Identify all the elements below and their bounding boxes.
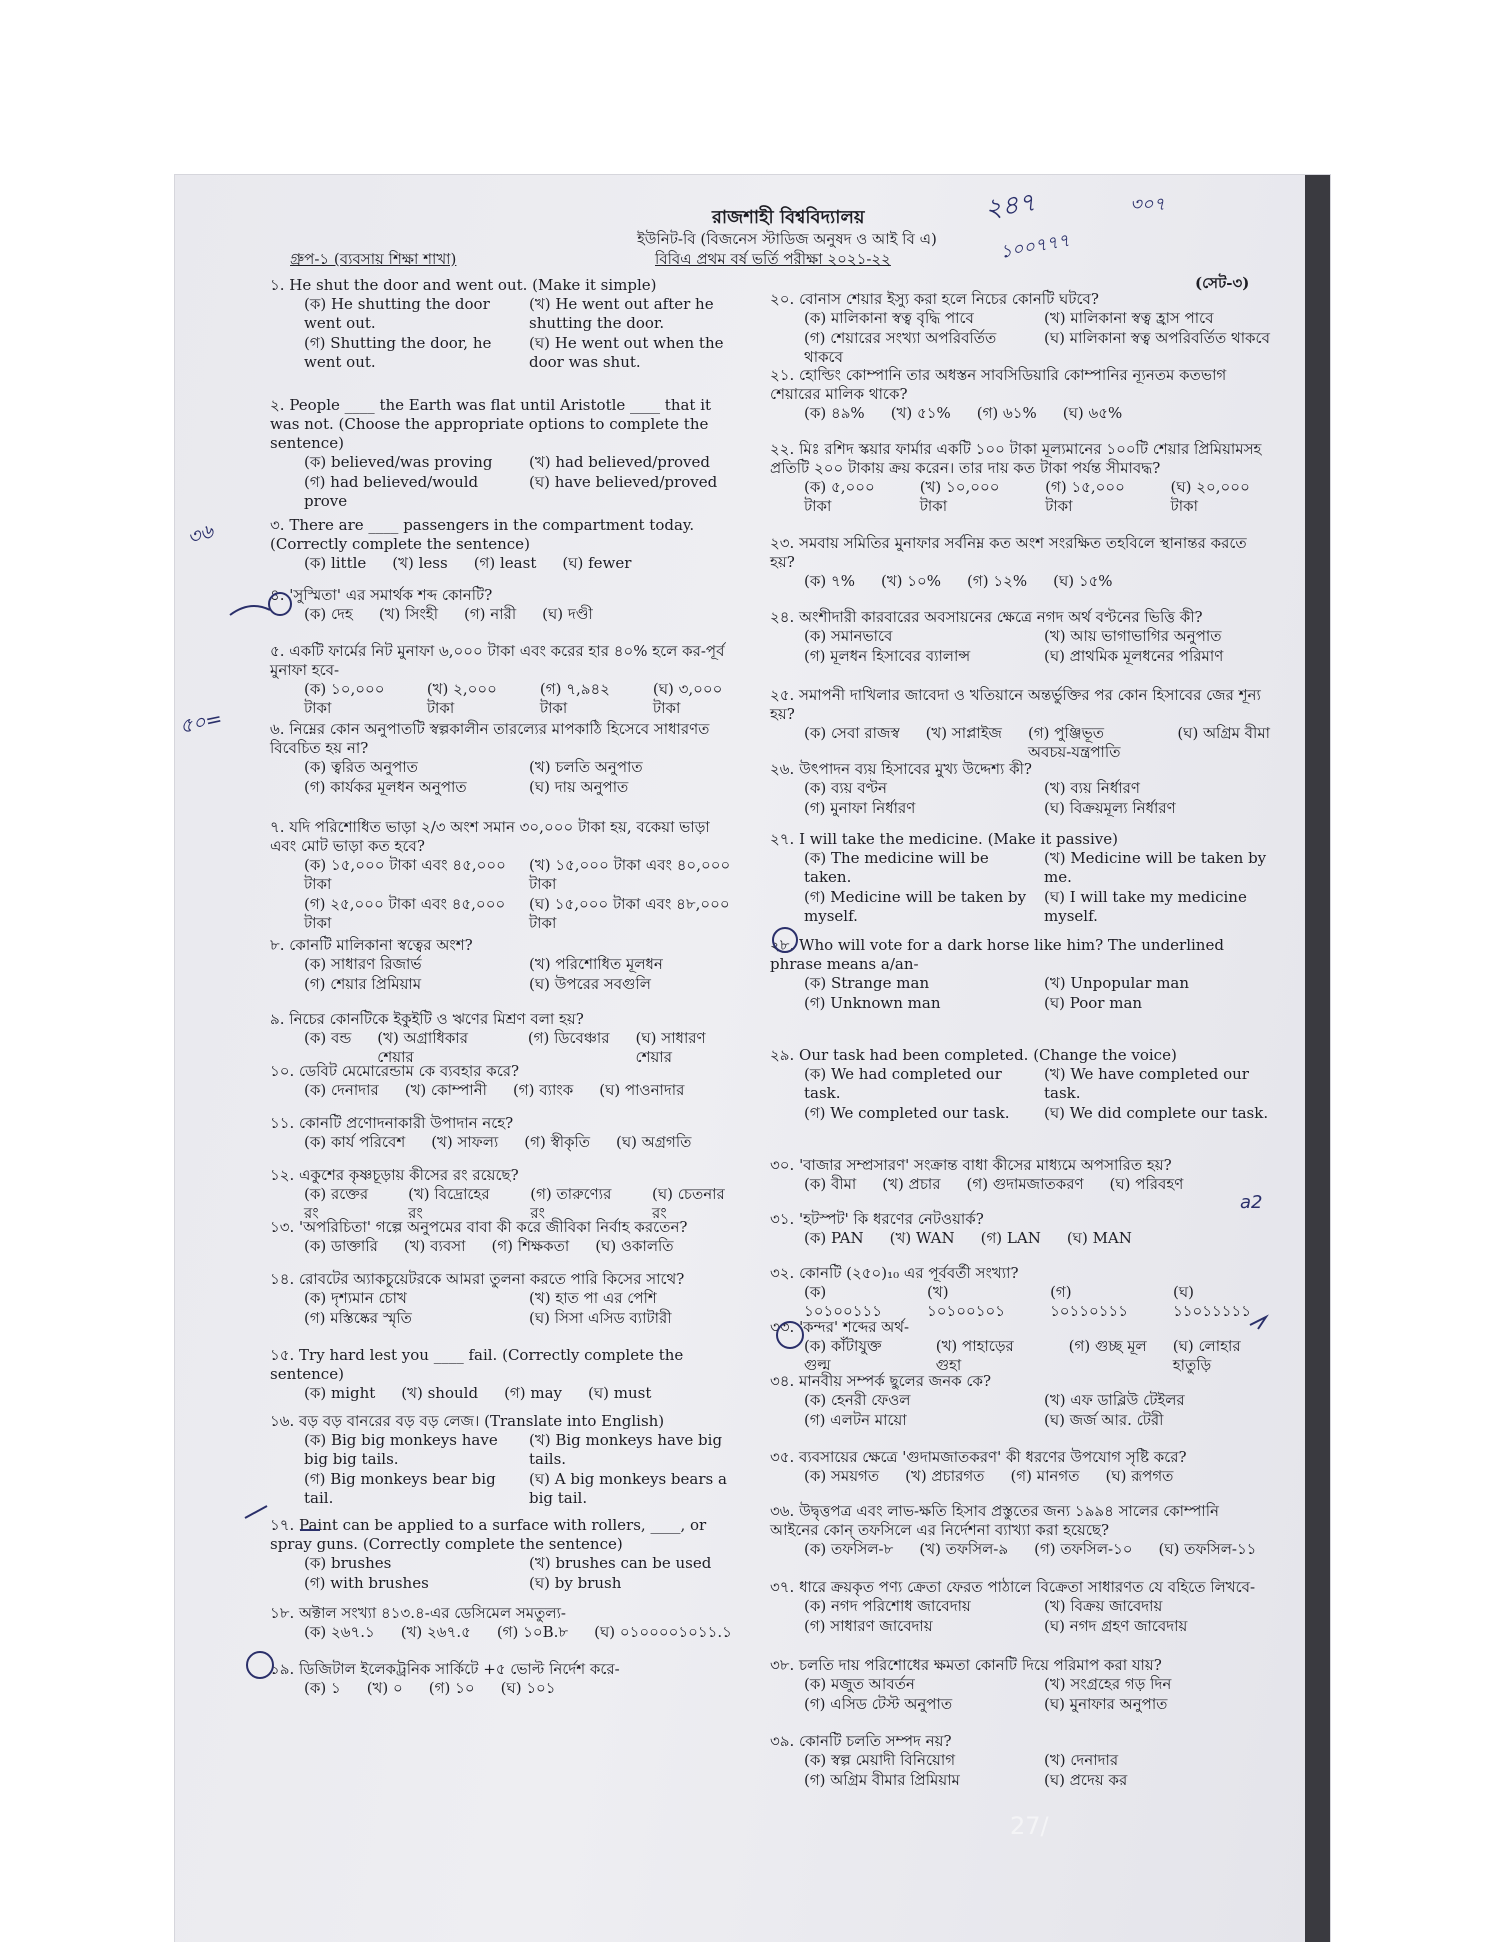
option-b: (খ) পরিশোধিত মূলধন [529,955,663,973]
option-b: (খ) Big monkeys have big tails. [529,1431,723,1468]
question-number: ৩৬. [770,1502,795,1520]
question-23 [770,534,1270,591]
question-26 [770,760,1270,818]
option-d: (ঘ) ১৫% [1053,572,1113,590]
option-b: (খ) সংগ্রহের গড় দিন [1044,1675,1172,1693]
option-b: (খ) মালিকানা স্বত্ব হ্রাস পাবে [1044,309,1214,327]
option-a: (ক) সময়গত [804,1467,880,1485]
option-b: (খ) ব্যয় নির্ধারণ [1044,779,1140,797]
option-c: (গ) ১৫,০০০ টাকা [1045,478,1125,515]
question-text: Try hard lest you ____ fail. (Correctly complete the sentence) [270,1346,684,1383]
question-number: ১১. [270,1114,295,1132]
option-b: (খ) should [401,1384,479,1402]
option-a: (ক) might [304,1384,376,1402]
option-d: (ঘ) fewer [562,554,632,572]
question-text: Paint can be applied to a surface with rollers, ____, or spray guns. (Correctly complete the sentence) [270,1516,707,1553]
question-number: ১. [270,276,285,294]
option-d: (ঘ) নগদ গ্রহণ জাবেদায় [1044,1617,1188,1635]
option-c: (গ) Big monkeys bear big tail. [304,1470,496,1507]
exam-line: বিবিএ প্রথম বর্ষ ভর্তি পরীক্ষা ২০২১-২২ [655,250,891,268]
option-d: (ঘ) চেতনার রং [652,1185,725,1222]
question-text: Our task had been completed. (Change the voice) [799,1046,1177,1064]
option-c: (গ) গুচ্ছ মূল [1068,1337,1147,1355]
option-a: (ক) ২৬৭.১ [304,1623,375,1641]
question-9 [270,1010,740,1067]
question-number: ৪. [270,586,285,604]
option-d: (ঘ) I will take my medicine myself. [1044,888,1247,925]
option-b: (খ) চলতি অনুপাত [529,758,643,776]
question-number: ৩. [270,516,285,534]
question-number: ২৭. [770,830,795,848]
question-number: ২১. [770,366,795,384]
option-d: (ঘ) সিসা এসিড ব্যাটারী [529,1309,672,1327]
question-number: ৩৪. [770,1372,795,1390]
option-c: (গ) ২৫,০০০ টাকা এবং ৪৫,০০০ টাকা [304,895,506,932]
question-number: ২৫. [770,686,795,704]
option-a: (ক) বীমা [804,1175,857,1193]
question-number: ১২. [270,1166,295,1184]
option-a: (ক) He shutting the door went out. [304,295,490,332]
handwritten-note: ৩০৭ [1130,194,1166,215]
option-b: (খ) ৫১% [890,404,951,422]
option-b: (খ) পাহাড়ের গুহা [935,1337,1014,1374]
question-number: ৩৭. [770,1578,795,1596]
question-text: There are ____ passengers in the compartment today. (Correctly complete the sentence) [270,516,695,553]
option-c: (গ) ডিবেঞ্চার [527,1029,610,1047]
option-a: (ক) Big big monkeys have big big tails. [304,1431,498,1468]
option-b: (খ) সাপ্লাইজ [925,724,1002,742]
question-text: 'সুস্মিতা' এর সমার্থক শব্দ কোনটি? [289,586,493,604]
option-c: (গ) Medicine will be taken by myself. [804,888,1027,925]
option-c: (গ) Shutting the door, he went out. [304,334,492,371]
question-text: People ____ the Earth was flat until Aristotle ____ that it was not. (Choose the appropriate options to complete the sentence) [270,396,712,452]
question-text: কোনটি প্রণোদনাকারী উপাদান নহে? [299,1114,514,1132]
option-c: (গ) may [504,1384,563,1402]
option-b: (খ) brushes can be used [529,1554,712,1572]
option-b: (খ) ১০% [880,572,942,590]
question-16 [270,1412,740,1508]
option-d: (ঘ) অগ্রগতি [616,1133,692,1151]
option-b: (খ) ১৫,০০০ টাকা এবং ৪০,০০০ টাকা [529,856,731,893]
option-b: (খ) বিদ্রোহের রং [408,1185,490,1222]
question-number: ১৪. [270,1270,295,1288]
option-b: (খ) ১০,০০০ টাকা [919,478,1000,515]
option-c: (গ) কার্যকর মূলধন অনুপাত [304,778,467,796]
option-a: (ক) ৪৯% [804,404,865,422]
question-text: নিচের কোনটিকে ইকুইটি ও ঋণের মিশ্রণ বলা হয়? [289,1010,584,1028]
question-text: 'কন্দর' শব্দের অর্থ- [799,1318,910,1336]
question-33 [770,1318,1270,1375]
option-c: (গ) এসিড টেস্ট অনুপাত [804,1695,953,1713]
option-d: (ঘ) প্রাথমিক মূলধনের পরিমাণ [1044,647,1224,665]
option-d: (ঘ) ১০১ [500,1679,556,1697]
option-a: (ক) তফসিল-৮ [804,1540,894,1558]
question-number: ৩৯. [770,1732,795,1750]
option-c: (গ) এলটন মায়ো [804,1411,907,1429]
option-d: (ঘ) রূপগত [1105,1467,1174,1485]
option-b: (খ) প্রচারগত [905,1467,985,1485]
option-c: (গ) শেয়ার প্রিমিয়াম [304,975,422,993]
option-b: (খ) ২,০০০ টাকা [426,680,497,717]
handwritten-margin-note: ৫০= [177,705,225,739]
question-text: কোনটি (২৫০)₁₀ এর পূর্ববর্তী সংখ্যা? [799,1264,1019,1282]
option-d: (ঘ) have believed/proved [529,473,718,491]
option-d: (ঘ) We did complete our task. [1044,1104,1269,1122]
question-number: ৮. [270,936,285,954]
option-d: (ঘ) দণ্ডী [542,605,593,623]
option-d: (ঘ) সাধারণ শেয়ার [635,1029,706,1066]
question-number: ৩১. [770,1210,795,1228]
option-a: (ক) PAN [804,1229,864,1247]
question-text: চলতি দায় পরিশোধের ক্ষমতা কোনটি দিয়ে পরিমাপ করা যায়? [799,1656,1162,1674]
question-text: সমাপনী দাখিলার জাবেদা ও খতিয়ানে অন্তর্ভুক্তির পর কোন হিসাবের জের শূন্য হয়? [770,686,1261,723]
option-d: (ঘ) ৩,০০০ টাকা [652,680,723,717]
option-b: (খ) WAN [889,1229,955,1247]
question-29 [770,1046,1270,1123]
question-text: ব্যবসায়ের ক্ষেত্রে 'গুদামজাতকরণ' কী ধরণের উপযোগ সৃষ্টি করে? [799,1448,1187,1466]
question-10 [270,1062,740,1100]
question-text: ডেবিট মেমোরেন্ডাম কে ব্যবহার করে? [299,1062,520,1080]
question-number: ২৯. [770,1046,795,1064]
option-a: (ক) দৃশ্যমান চোখ [304,1289,407,1307]
question-text: He shut the door and went out. (Make it simple) [289,276,657,294]
question-number: ১০. [270,1062,295,1080]
question-text: হোল্ডিং কোম্পানি তার অধস্তন সাবসিডিয়ারি কোম্পানির ন্যূনতম কতভাগ শেয়ারের মালিক থাকে? [770,366,1227,403]
question-25 [770,686,1270,762]
question-text: কোনটি চলতি সম্পদ নয়? [799,1732,952,1750]
question-number: ১৮. [270,1604,295,1622]
question-39 [770,1732,1270,1790]
question-text: মানবীয় সম্পর্ক ছুলের জনক কে? [799,1372,992,1390]
option-c: (গ) had believed/would prove [304,473,479,510]
option-c: (গ) মানগত [1010,1467,1080,1485]
option-c: (গ) স্বীকৃতি [524,1133,591,1151]
question-text: একুশের কৃষ্ণচূড়ায় কীসের রং রয়েছে? [299,1166,519,1184]
question-number: ১৩. [270,1218,295,1236]
option-d: (ঘ) A big monkeys bears a big tail. [529,1470,727,1507]
option-d: (ঘ) Poor man [1044,994,1143,1012]
option-c: (গ) তফসিল-১০ [1034,1540,1133,1558]
option-a: (ক) কাঁটাযুক্ত গুল্ম [804,1337,882,1374]
question-text: কোনটি মালিকানা স্বত্বের অংশ? [289,936,473,954]
option-a: (ক) ১৫,০০০ টাকা এবং ৪৫,০০০ টাকা [304,856,506,893]
option-a: (ক) believed/was proving [304,453,493,471]
question-text: অংশীদারী কারবারের অবসায়নের ক্ষেত্রে নগদ অর্থ বণ্টনের ভিত্তি কী? [799,608,1203,626]
university-title: রাজশাহী বিশ্ববিদ্যালয় [712,207,865,228]
option-c: (গ) মুনাফা নির্ধারণ [804,799,916,817]
option-b: (খ) ব্যবসা [403,1237,466,1255]
option-c: (গ) নারী [463,605,517,623]
option-a: (ক) ব্যয় বণ্টন [804,779,888,797]
question-32 [770,1264,1270,1321]
option-c: (গ) অগ্রিম বীমার প্রিমিয়াম [804,1771,960,1789]
option-c: (গ) মূলধন হিসাবের ব্যালান্স [804,647,971,665]
option-c: (গ) LAN [980,1229,1041,1247]
option-d: (ঘ) তফসিল-১১ [1158,1540,1257,1558]
question-27 [770,830,1270,926]
option-b: (খ) অগ্রাধিকার শেয়ার [377,1029,468,1066]
option-c: (গ) মস্তিষ্কের স্মৃতি [304,1309,412,1327]
option-c: (গ) ১২% [967,572,1028,590]
option-b: (খ) ২৬৭.৫ [400,1623,471,1641]
option-d: (ঘ) পাওনাদার [599,1081,685,1099]
question-7 [270,818,740,933]
question-number: ৫. [270,642,285,660]
question-text: উদ্বৃত্তপত্র এবং লাভ-ক্ষতি হিসাব প্রস্তুতের জন্য ১৯৯৪ সালের কোম্পানি আইনের কোন্ তফসিলে এর নির্দেশনা ব্যাখ্যা করা হয়েছে? [770,1502,1219,1539]
question-19 [270,1660,740,1698]
question-number: ১৬. [270,1412,295,1430]
option-b: (খ) এফ ডাব্লিউ টেইলর [1044,1391,1185,1409]
option-b: (খ) Unpopular man [1044,974,1190,992]
option-d: (ঘ) জর্জ আর. টেরী [1044,1411,1164,1429]
question-text: বোনাস শেয়ার ইস্যু করা হলে নিচের কোনটি ঘটবে? [799,290,1099,308]
option-b: (খ) had believed/proved [529,453,711,471]
option-d: (ঘ) প্রদেয় কর [1044,1771,1128,1789]
question-text: 'বাজার সম্প্রসারণ' সংক্রান্ত বাধা কীসের মাধ্যমে অপসারিত হয়? [799,1156,1172,1174]
option-c: (গ) তারুণ্যের রং [530,1185,612,1222]
timestamp-watermark: 27/ [1010,1812,1049,1840]
option-a: (ক) হেনরী ফেওল [804,1391,911,1409]
option-d: (ঘ) ১৫,০০০ টাকা এবং ৪৮,০০০ টাকা [529,895,730,932]
question-text: উৎপাদন ব্যয় হিসাবের মুখ্য উদ্দেশ্য কী? [799,760,1032,778]
question-36 [770,1502,1270,1559]
question-24 [770,608,1270,666]
question-number: ২২. [770,440,795,458]
question-13 [270,1218,740,1256]
option-b: (খ) সাফল্য [431,1133,499,1151]
option-a: (ক) ডাক্তারি [304,1237,378,1255]
option-d: (ঘ) ০১০০০০১০১১.১ [594,1623,732,1641]
option-d: (ঘ) ৬৫% [1062,404,1123,422]
option-a: (ক) রক্তের রং [304,1185,369,1222]
question-number: ১৫. [270,1346,295,1364]
question-38 [770,1656,1270,1714]
option-c: (গ) ৭,৯৪২ টাকা [539,680,610,717]
option-c: (গ) গুদামজাতকরণ [966,1175,1084,1193]
handwritten-note: ১০০৭৭৭ [998,230,1072,263]
option-a: (ক) মজুত আবর্তন [804,1675,915,1693]
question-text: একটি ফার্মের নিট মুনাফা ৬,০০০ টাকা এবং করের হার ৪০% হলে কর-পূর্ব মুনাফা হবে- [270,642,725,679]
option-a: (ক) সাধারণ রিজার্ভ [304,955,422,973]
question-11 [270,1114,740,1152]
option-a: (ক) মালিকানা স্বত্ব বৃদ্ধি পাবে [804,309,974,327]
question-number: ১৯. [270,1660,295,1678]
question-5 [270,642,740,718]
question-15 [270,1346,740,1403]
question-number: ২৩. [770,534,795,552]
handwritten-margin-note: a2 [1240,1192,1263,1213]
option-b: (খ) less [392,554,448,572]
option-b: (খ) কোম্পানী [404,1081,487,1099]
option-c: (গ) ১০B.৮ [496,1623,569,1641]
question-number: ৯. [270,1010,285,1028]
handwritten-note: ২৪৭ [983,187,1038,225]
option-b: (খ) ১০১০০১০১ [927,1283,1005,1320]
question-6 [270,720,740,797]
option-d: (ঘ) must [588,1384,652,1402]
option-d: (ঘ) by brush [529,1574,622,1592]
option-c: (গ) পুঞ্জিভূত অবচয়-যন্ত্রপাতি [1027,724,1121,761]
option-b: (খ) ০ [366,1679,403,1697]
question-18 [270,1604,740,1642]
option-a: (ক) ১ [304,1679,341,1697]
question-number: ২৮. [770,936,795,954]
question-number: ২৬. [770,760,795,778]
option-a: (ক) বন্ড [304,1029,352,1047]
question-21 [770,366,1270,423]
option-a: (ক) ৫,০০০ টাকা [804,478,875,515]
option-b: (খ) আয় ভাগাভাগির অনুপাত [1044,627,1222,645]
question-text: ডিজিটাল ইলেকট্রনিক সার্কিটে +৫ ভোল্ট নির্দেশ করে- [299,1660,620,1678]
option-a: (ক) ১০,০০০ টাকা [304,680,385,717]
question-30 [770,1156,1270,1194]
option-b: (খ) হাত পা এর পেশি [529,1289,657,1307]
option-b: (খ) We have completed our task. [1044,1065,1249,1102]
question-number: ৬. [270,720,285,738]
option-a: (ক) We had completed our task. [804,1065,1002,1102]
question-number: ৭. [270,818,285,836]
option-c: (গ) শেয়ারের সংখ্যা অপরিবর্তিত থাকবে [804,329,997,366]
question-20 [770,290,1270,367]
option-c: (গ) ১০১১০১১১ [1050,1283,1128,1320]
question-37 [770,1578,1270,1636]
option-a: (ক) Strange man [804,974,930,992]
option-a: (ক) নগদ পরিশোধ জাবেদায় [804,1597,971,1615]
option-a: (ক) সমানভাবে [804,627,893,645]
option-d: (ঘ) বিক্রয়মূল্য নির্ধারণ [1044,799,1176,817]
question-text: Who will vote for a dark horse like him? The underlined phrase means a/an- [770,936,1224,973]
question-number: ৩৩. [770,1318,795,1336]
question-text: 'হটস্পট' কি ধরণের নেটওয়ার্ক? [799,1210,984,1228]
option-b: (খ) Medicine will be taken by me. [1044,849,1267,886]
question-number: ২০. [770,290,795,308]
option-a: (ক) স্বল্প মেয়াদী বিনিয়োগ [804,1751,956,1769]
handwritten-margin-note: ৩৬ [183,518,217,550]
option-a: (ক) দেনাদার [304,1081,379,1099]
question-31 [770,1210,1270,1248]
option-c: (গ) with brushes [304,1574,429,1592]
question-number: ১৭. [270,1516,295,1534]
option-a: (ক) The medicine will be taken. [804,849,989,886]
option-d: (ঘ) লোহার হাতুড়ি [1172,1337,1241,1374]
question-number: ৩০. [770,1156,795,1174]
option-a: (ক) ১০১০০১১১ [804,1283,882,1320]
option-a: (ক) দেহ [304,605,353,623]
option-b: (খ) সিংহী [378,605,438,623]
question-number: ৩৮. [770,1656,795,1674]
question-text: যদি পরিশোধিত ভাড়া ২/৩ অংশ সমান ৩০,০০০ টাকা হয়, বকেয়া ভাড়া এবং মোট ভাড়া কত হবে? [270,818,710,855]
option-a: (ক) সেবা রাজস্ব [804,724,900,742]
question-4 [270,586,740,624]
question-28 [770,936,1270,1013]
option-a: (ক) কার্য পরিবেশ [304,1133,406,1151]
unit-line: ইউনিট-বি (বিজনেস স্টাডিজ অনুষদ ও আই বি এ) [637,230,937,248]
question-35 [770,1448,1270,1486]
question-number: ২৪. [770,608,795,626]
option-b: (খ) প্রচার [882,1175,941,1193]
question-number: ৩৫. [770,1448,795,1466]
option-c: (গ) We completed our task. [804,1104,1010,1122]
option-d: (ঘ) মুনাফার অনুপাত [1044,1695,1168,1713]
option-d: (ঘ) অগ্রিম বীমা [1177,724,1270,742]
option-d: (ঘ) মালিকানা স্বত্ব অপরিবর্তিত থাকবে [1044,329,1270,347]
option-d: (ঘ) MAN [1066,1229,1132,1247]
question-34 [770,1372,1270,1430]
question-number: ২. [270,396,285,414]
group-line: গ্রুপ-১ (ব্যবসায় শিক্ষা শাখা) [290,250,457,268]
option-c: (গ) ৬১% [976,404,1037,422]
question-1 [270,276,740,372]
option-b: (খ) দেনাদার [1044,1751,1119,1769]
option-c: (গ) ব্যাংক [512,1081,574,1099]
question-text: বড় বড় বানরের বড় বড় লেজ। (Translate into English) [299,1412,665,1430]
question-text: I will take the medicine. (Make it passive) [799,830,1118,848]
question-3 [270,516,740,573]
question-text: অক্টাল সংখ্যা ৪১৩.৪-এর ডেসিমেল সমতুল্য- [299,1604,566,1622]
option-b: (খ) He went out after he shutting the door. [529,295,714,332]
paper-edge-shadow [1305,175,1330,1942]
option-a: (ক) brushes [304,1554,392,1572]
set-label: (সেট-৩) [1195,274,1250,292]
question-text: সমবায় সমিতির মুনাফার সর্বনিম্ন কত অংশ সংরক্ষিত তহবিলে স্থানান্তর করতে হয়? [770,534,1247,571]
option-c: (গ) Unknown man [804,994,941,1012]
question-12 [270,1166,740,1223]
question-2 [270,396,740,511]
option-a: (ক) little [304,554,367,572]
question-text: রোবটের অ্যাকচুয়েটরকে আমরা তুলনা করতে পারি কিসের সাথে? [299,1270,685,1288]
question-text: ধারে ক্রয়কৃত পণ্য ক্রেতা ফেরত পাঠালে বিক্রেতা সাধারণত যে বহিতে লিখবে- [799,1578,1256,1596]
option-a: (ক) ৭% [804,572,855,590]
option-d: (ঘ) উপরের সবগুলি [529,975,651,993]
question-text: 'অপরিচিতা' গল্পে অনুপমের বাবা কী করে জীবিকা নির্বাহ করতেন? [299,1218,688,1236]
option-b: (খ) বিক্রয় জাবেদায় [1044,1597,1163,1615]
option-d: (ঘ) ওকালতি [595,1237,674,1255]
question-number: ৩২. [770,1264,795,1282]
option-c: (গ) সাধারণ জাবেদায় [804,1617,933,1635]
option-a: (ক) ত্বরিত অনুপাত [304,758,418,776]
option-d: (ঘ) দায় অনুপাত [529,778,629,796]
question-text: নিম্নের কোন অনুপাতটি স্বল্পকালীন তারল্যের মাপকাঠি হিসেবে সাধারণত বিবেচিত হয় না? [270,720,710,757]
option-b: (খ) তফসিল-৯ [919,1540,1009,1558]
option-d: (ঘ) ২০,০০০ টাকা [1170,478,1250,515]
option-d: (ঘ) ১১০১১১১১ [1173,1283,1251,1320]
option-c: (গ) শিক্ষকতা [491,1237,570,1255]
question-22 [770,440,1270,516]
option-c: (গ) ১০ [428,1679,475,1697]
question-text: মিঃ রশিদ স্কয়ার ফার্মার একটি ১০০ টাকা মূল্যমানের ১০০টি শেয়ার প্রিমিয়ামসহ প্রতিটি ২০০ টাকায় ক্রয় করেন। তার দায় কত টাকা পর্যন্ত সীমাবদ্ধ? [770,440,1262,477]
question-14 [270,1270,740,1328]
question-17 [270,1516,740,1593]
option-d: (ঘ) He went out when the door was shut. [529,334,724,371]
option-d: (ঘ) পরিবহণ [1109,1175,1184,1193]
option-c: (গ) least [473,554,537,572]
question-8 [270,936,740,994]
